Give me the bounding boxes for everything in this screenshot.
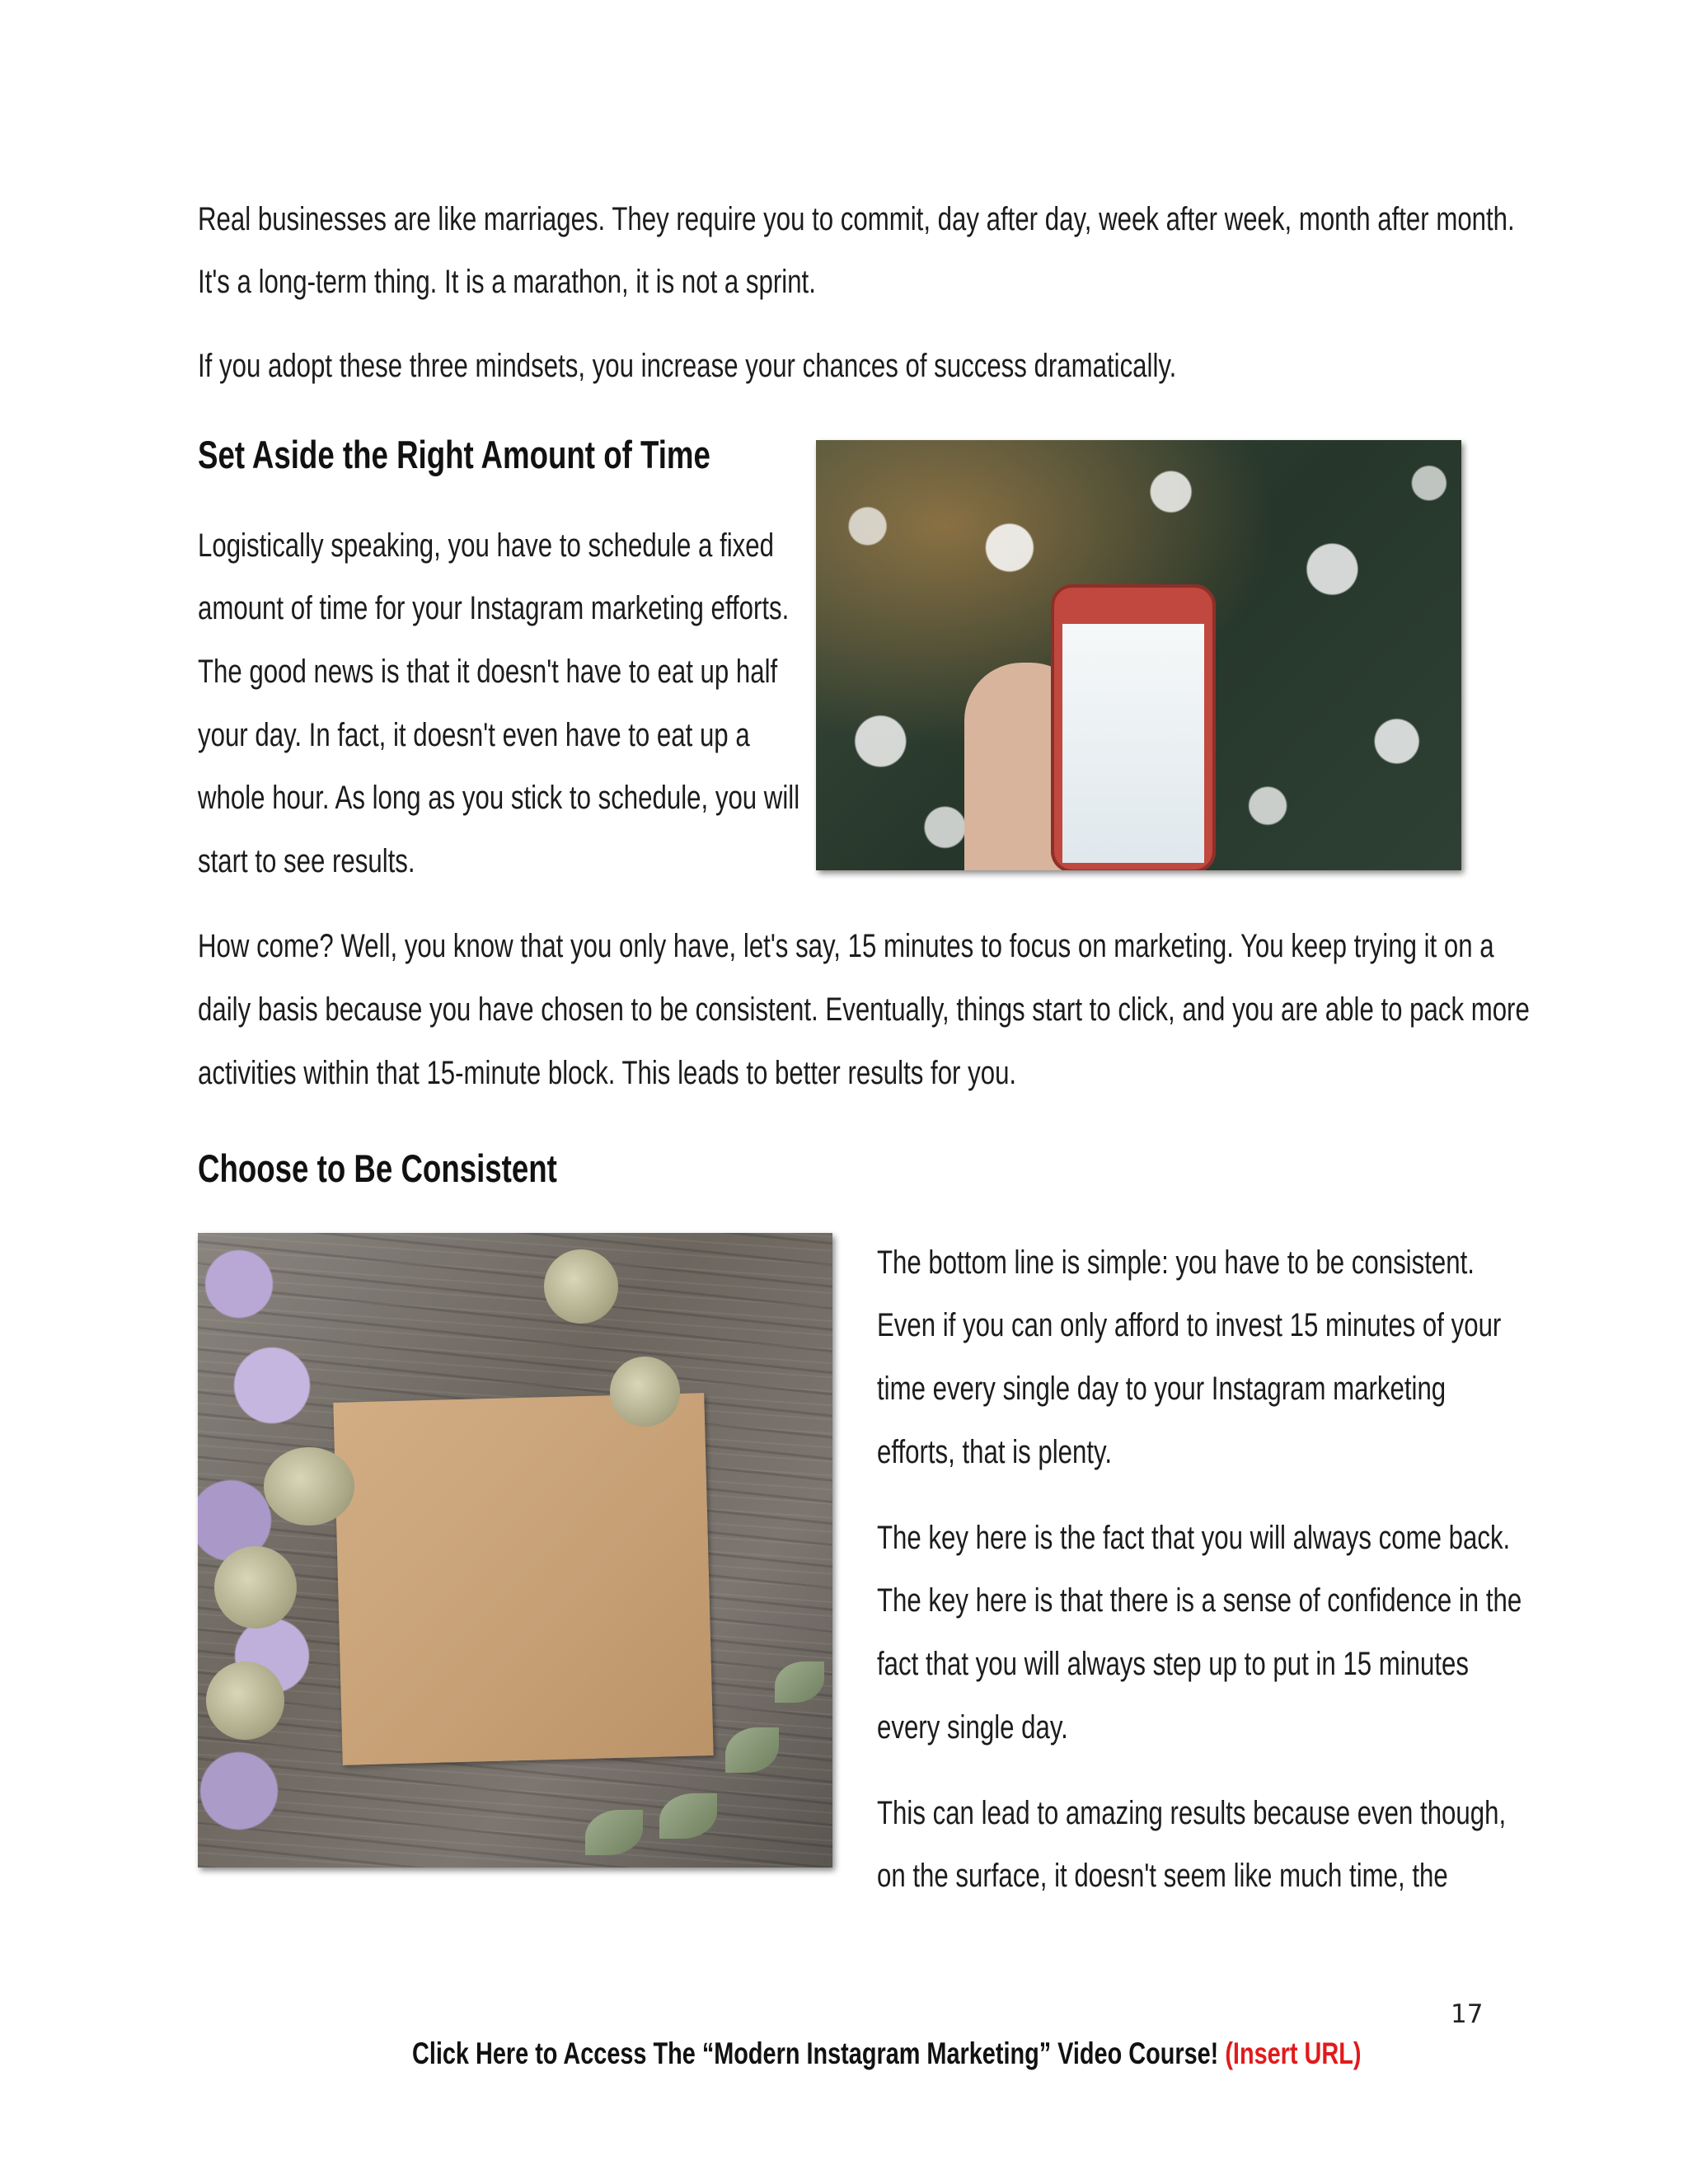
body-paragraph-line: The good news is that it doesn't have to eat up half bbox=[198, 654, 778, 690]
body-paragraph-line: on the surface, it doesn't seem like much time, the bbox=[877, 1858, 1448, 1894]
body-paragraph: If you adopt these three mindsets, you increase your chances of success dramatically. bbox=[198, 348, 1177, 384]
poppy-pod bbox=[544, 1249, 618, 1324]
poppy-pod bbox=[214, 1546, 297, 1629]
eucalyptus-leaf bbox=[585, 1810, 643, 1855]
body-paragraph-line: This can lead to amazing results because even though, bbox=[877, 1795, 1507, 1831]
body-paragraph-line: your day. In fact, it doesn't even have to eat up a bbox=[198, 717, 750, 753]
body-paragraph-line: The bottom line is simple: you have to be consistent. bbox=[877, 1244, 1475, 1281]
course-link-text[interactable]: Click Here to Access The “Modern Instagram Marketing” Video Course! bbox=[412, 2036, 1219, 2070]
body-paragraph-line: Logistically speaking, you have to schedule a fixed bbox=[198, 527, 774, 564]
poppy-pod bbox=[610, 1357, 680, 1427]
body-paragraph-line: start to see results. bbox=[198, 843, 415, 879]
body-paragraph-line: every single day. bbox=[877, 1709, 1068, 1746]
phone-screen bbox=[1062, 624, 1204, 863]
smartphone-shape bbox=[1051, 584, 1216, 870]
body-paragraph-line: daily basis because you have chosen to be consistent. Eventually, things start to click, and you are able to pack more bbox=[198, 991, 1530, 1028]
body-paragraph-line: whole hour. As long as you stick to schedule, you will bbox=[198, 780, 800, 816]
body-paragraph-line: time every single day to your Instagram marketing bbox=[877, 1371, 1447, 1407]
body-paragraph-line: The key here is the fact that you will always come back. bbox=[877, 1520, 1511, 1556]
body-paragraph-line: activities within that 15-minute block. This leads to better results for you. bbox=[198, 1055, 1017, 1091]
body-paragraph-line: How come? Well, you know that you only have, let's say, 15 minutes to focus on marketing. You keep trying it on a bbox=[198, 928, 1494, 964]
body-paragraph: Real businesses are like marriages. They require you to commit, day after day, week after week, month after month. bbox=[198, 201, 1515, 237]
eucalyptus-leaf bbox=[659, 1793, 717, 1839]
body-paragraph-line: fact that you will always step up to put in 15 minutes bbox=[877, 1646, 1469, 1682]
poppy-pod bbox=[264, 1447, 354, 1526]
kraft-paper-card bbox=[333, 1393, 713, 1765]
body-paragraph-line: The key here is that there is a sense of confidence in the bbox=[877, 1582, 1522, 1619]
eucalyptus-leaf bbox=[725, 1727, 779, 1773]
course-link[interactable] bbox=[412, 2036, 1629, 2072]
phone-bokeh-photo bbox=[816, 440, 1461, 870]
kraft-paper-flowers-photo bbox=[198, 1233, 832, 1868]
section-heading: Set Aside the Right Amount of Time bbox=[198, 433, 710, 476]
body-paragraph-line: amount of time for your Instagram marketing efforts. bbox=[198, 590, 790, 626]
insert-url-label[interactable]: (Insert URL) bbox=[1225, 2036, 1362, 2070]
page-number: 17 bbox=[1451, 1999, 1484, 2029]
body-paragraph-line: Even if you can only afford to invest 15 minutes of your bbox=[877, 1307, 1502, 1343]
poppy-pod bbox=[206, 1661, 284, 1740]
body-paragraph: It's a long-term thing. It is a marathon, it is not a sprint. bbox=[198, 264, 816, 300]
eucalyptus-leaf bbox=[775, 1661, 824, 1703]
body-paragraph-line: efforts, that is plenty. bbox=[877, 1434, 1112, 1470]
section-heading: Choose to Be Consistent bbox=[198, 1146, 557, 1190]
